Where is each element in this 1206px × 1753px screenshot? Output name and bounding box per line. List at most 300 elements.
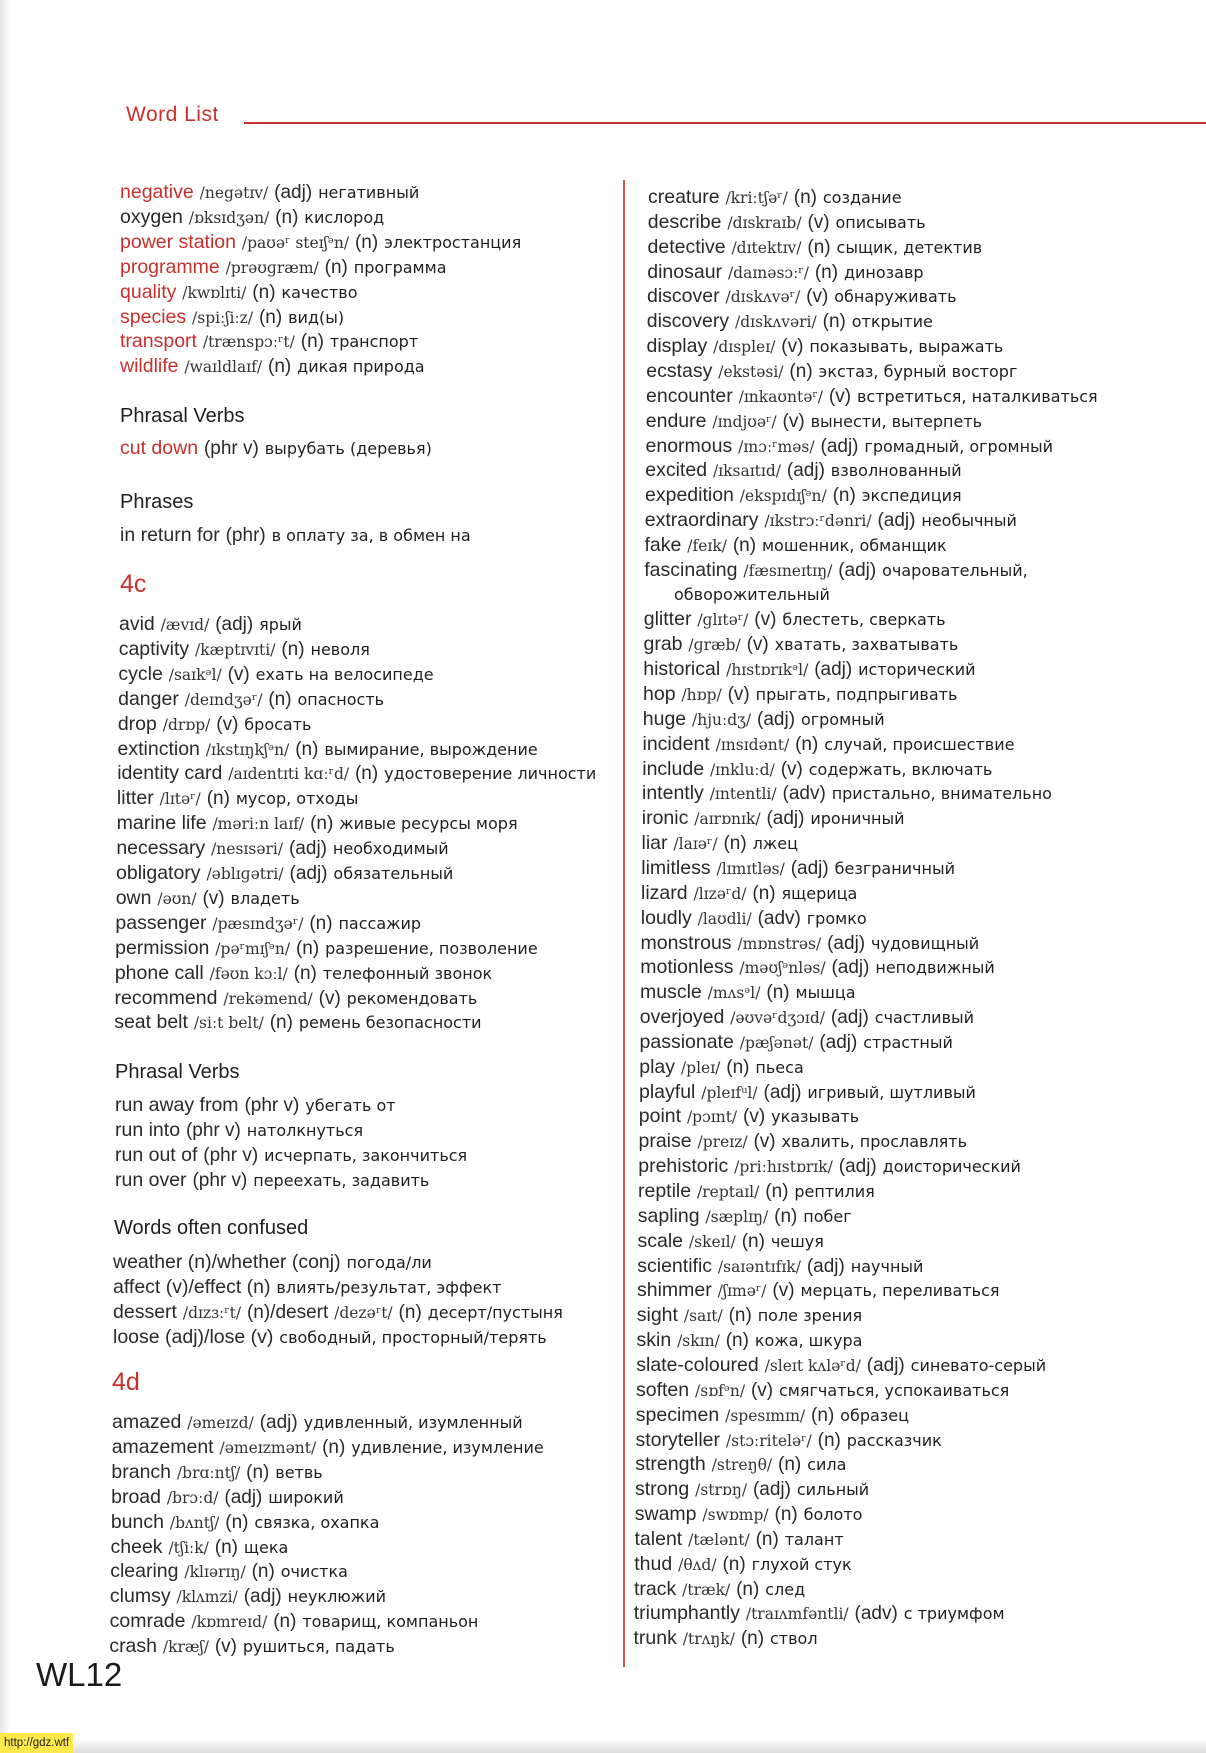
part-of-speech: (n) — [295, 937, 320, 959]
part-of-speech: (adj) — [866, 1354, 905, 1376]
translation: разрешение, позволение — [325, 938, 538, 958]
headword: specimen — [635, 1403, 720, 1426]
headword: soften — [636, 1378, 690, 1401]
part-of-speech: (v) — [781, 336, 804, 358]
part-of-speech: (n) — [752, 882, 776, 904]
translation: научный — [850, 1256, 924, 1276]
transcription: /preɪz/ — [697, 1133, 748, 1152]
translation: свободный, просторный/терять — [279, 1327, 547, 1347]
headword: strong — [635, 1478, 690, 1501]
unit-heading-4d: 4d — [112, 1368, 140, 1396]
headword: playful — [639, 1080, 696, 1103]
headword: branch — [111, 1460, 172, 1483]
translation: ремень безопасности — [298, 1013, 482, 1033]
translation: экспедиция — [861, 486, 962, 506]
headword: historical — [643, 658, 721, 681]
headword: ironic — [641, 807, 689, 830]
headword: triumphantly — [633, 1602, 740, 1625]
translation: ствол — [769, 1629, 818, 1649]
translation: глухой стук — [751, 1554, 852, 1574]
page-title: Word List — [126, 103, 219, 126]
translation: опасность — [297, 689, 385, 709]
headword: fake — [644, 533, 682, 556]
transcription: /kriːtʃəʳ/ — [725, 189, 788, 207]
translation: громко — [806, 908, 867, 928]
part-of-speech: (n) — [214, 1536, 239, 1558]
headword: huge — [642, 707, 687, 730]
word-entry — [640, 980, 856, 1005]
word-entry — [641, 931, 980, 956]
word-entry — [120, 354, 425, 379]
transcription: /fəʊn kɔːl/ — [209, 964, 288, 983]
word-entry — [120, 329, 418, 354]
word-entry — [644, 558, 1028, 583]
word-entry — [640, 955, 994, 980]
word-entry — [642, 781, 1052, 806]
part-of-speech: (n) — [293, 962, 317, 984]
transcription: /lɪtəʳ/ — [159, 790, 201, 809]
part-of-speech: (n) — [725, 1330, 749, 1352]
headword: describe — [647, 210, 722, 233]
part-of-speech: (v) — [754, 609, 777, 631]
word-entry — [634, 1552, 851, 1577]
part-of-speech: (n) — [832, 485, 856, 507]
word-entry — [638, 1204, 852, 1229]
transcription: /brɑːntʃ/ — [176, 1463, 241, 1482]
word-entry — [120, 436, 432, 461]
transcription: /skɪn/ — [677, 1332, 720, 1351]
word-entry — [641, 856, 955, 881]
translation: убегать от — [305, 1096, 396, 1115]
transcription: /aɪrɒnɪk/ — [694, 810, 761, 829]
part-of-speech: (n) — [246, 1461, 270, 1483]
transcription: /dɪtektɪv/ — [731, 238, 802, 257]
transcription: /əmeɪzd/ — [187, 1414, 254, 1432]
part-of-speech: (n) — [789, 360, 813, 382]
translation: бросать — [244, 714, 312, 734]
translation: сила — [807, 1455, 847, 1475]
part-of-speech: (v) — [750, 1379, 774, 1401]
transcription: /ɪksaɪtɪd/ — [712, 462, 781, 481]
transcription: /ɪkstɪŋkʃᵊn/ — [205, 740, 290, 759]
part-of-speech: (n) — [275, 206, 299, 228]
word-entry — [117, 786, 358, 811]
word-entry — [115, 936, 538, 961]
transcription: /prəʊɡræm/ — [225, 258, 319, 277]
headword: glitter — [643, 608, 692, 631]
translation: хватать, захватывать — [774, 635, 959, 655]
part-of-speech: (phr) — [225, 525, 266, 546]
translation: переехать, задавить — [253, 1170, 430, 1190]
headword: quality — [120, 280, 177, 303]
translation: синевато-серый — [910, 1355, 1047, 1375]
transcription: /əblɪɡətri/ — [206, 865, 284, 883]
translation: огромный — [800, 709, 885, 729]
translation: пассажир — [338, 913, 422, 933]
translation: живые ресурсы моря — [339, 814, 518, 834]
headword: praise — [638, 1130, 692, 1153]
transcription: /reptaɪl/ — [697, 1183, 760, 1201]
word-entry — [115, 1118, 363, 1143]
word-entry — [638, 1179, 875, 1204]
word-entry — [643, 657, 975, 682]
headword: storyteller — [635, 1428, 721, 1451]
part-of-speech: (adj) — [243, 1586, 282, 1608]
part-of-speech: (adv) — [757, 907, 801, 929]
transcription: /pleɪ/ — [680, 1058, 721, 1077]
translation: программа — [353, 257, 447, 277]
transcription: /dɪskraɪb/ — [727, 213, 802, 232]
word-entry — [638, 1229, 824, 1254]
headword: seat belt — [114, 1011, 188, 1034]
headword: loudly — [640, 906, 692, 929]
transcription: /ɒksɪdʒən/ — [188, 208, 270, 227]
translation: очаровательный, — [882, 560, 1028, 580]
part-of-speech: (v) — [227, 663, 250, 685]
part-of-speech: (v) — [318, 987, 341, 1009]
part-of-speech: (n) — [795, 733, 819, 755]
transcription: /hjuːdʒ/ — [692, 710, 752, 729]
word-entry — [120, 305, 344, 330]
headword: dessert — [113, 1300, 177, 1323]
headword: cheek — [110, 1535, 163, 1558]
translation: блестеть, сверкать — [782, 610, 946, 630]
translation: безграничный — [834, 858, 955, 878]
word-entry — [639, 1080, 976, 1105]
headword: captivity — [118, 637, 190, 660]
part-of-speech: (n)/desert — [246, 1301, 329, 1323]
translation: исторический — [858, 660, 976, 680]
transcription: /ɪndjʊəʳ/ — [712, 412, 777, 431]
word-entry — [646, 434, 1054, 459]
word-entry — [113, 1325, 547, 1350]
translation: смягчаться, успокаиваться — [779, 1380, 1010, 1400]
translation: образец — [840, 1405, 910, 1425]
headword: cut down — [120, 437, 199, 459]
translation: широкий — [268, 1487, 344, 1507]
part-of-speech: (v) — [727, 684, 750, 705]
part-of-speech: (adj) — [831, 957, 870, 979]
transcription: /ɪkstrɔːʳdənri/ — [764, 512, 872, 531]
translation: обязательный — [333, 864, 454, 883]
part-of-speech: (v) — [743, 1106, 766, 1128]
translation: талант — [784, 1529, 844, 1549]
translation: электростанция — [384, 232, 522, 252]
word-entry — [111, 1510, 380, 1535]
headword: run out of — [115, 1143, 198, 1166]
headword: own — [115, 886, 152, 909]
word-entry — [636, 1378, 1009, 1403]
word-entry — [118, 687, 384, 712]
word-entry — [644, 583, 830, 607]
word-entry — [634, 1601, 1005, 1626]
translation: обнаруживать — [834, 287, 957, 307]
word-entry — [640, 1030, 953, 1055]
part-of-speech: (adv) — [854, 1603, 898, 1625]
translation: очистка — [280, 1562, 348, 1582]
word-entry — [115, 1093, 396, 1118]
transcription: /trænspɔːʳt/ — [202, 333, 295, 352]
word-entry — [647, 260, 923, 285]
transcription: /saɪəntɪfɪk/ — [717, 1257, 801, 1276]
word-entry — [118, 662, 433, 687]
headword: muscle — [640, 981, 702, 1004]
translation: ехать на велосипеде — [255, 664, 434, 684]
headword: oxygen — [120, 205, 183, 228]
transcription: /dezəʳt/ — [334, 1303, 393, 1322]
transcription: /lɪmɪtləs/ — [716, 859, 785, 878]
transcription: /klʌmzi/ — [176, 1588, 238, 1607]
translation: в оплату за, в обмен на — [271, 526, 471, 545]
transcription: /θʌd/ — [678, 1555, 717, 1574]
translation: натолкнуться — [246, 1120, 364, 1140]
headword: creature — [648, 186, 720, 208]
word-entry — [113, 1275, 501, 1300]
headword: marine life — [116, 812, 207, 835]
part-of-speech: (n) — [281, 638, 305, 660]
translation: удостоверение личности — [384, 764, 597, 784]
part-of-speech: (v) — [214, 1636, 237, 1658]
transcription: /hɒp/ — [681, 686, 722, 704]
transcription: /bʌntʃ/ — [169, 1513, 220, 1532]
translation: удивленный, изумленный — [303, 1413, 523, 1432]
word-entry — [120, 280, 358, 305]
word-entry — [645, 483, 962, 508]
headword: sight — [636, 1304, 678, 1327]
word-entry — [116, 861, 453, 886]
word-entry — [642, 806, 905, 831]
part-of-speech: (n) — [398, 1301, 422, 1323]
page-edge-shadow — [0, 0, 10, 1753]
part-of-speech: (n) — [225, 1511, 249, 1533]
translation: вымирание, вырождение — [324, 739, 538, 759]
headword: discovery — [646, 310, 730, 333]
transcription: /træk/ — [682, 1580, 731, 1599]
word-entry — [119, 637, 370, 662]
transcription: /ɡlɪtəʳ/ — [697, 611, 749, 630]
transcription: /kræʃ/ — [162, 1638, 209, 1657]
headword: track — [634, 1577, 677, 1600]
transcription: /rekəmend/ — [223, 989, 313, 1008]
headword: shimmer — [637, 1279, 712, 1302]
word-entry — [118, 737, 538, 762]
word-entry — [637, 1254, 923, 1279]
word-entry — [636, 1428, 942, 1453]
word-entry — [109, 1634, 394, 1659]
section-heading-phrasal-verbs: Phrasal Verbs — [120, 405, 245, 427]
headword: cycle — [118, 662, 163, 685]
headword: trunk — [633, 1627, 677, 1650]
transcription: /hɪstɒrɪkᵊl/ — [726, 661, 809, 680]
translation: открытие — [851, 312, 933, 332]
headword: excited — [645, 459, 708, 482]
part-of-speech: (adj) — [786, 460, 825, 482]
part-of-speech: (n) — [726, 1056, 750, 1078]
word-entry — [113, 1300, 563, 1325]
translation: вырубать (деревья) — [264, 439, 432, 458]
part-of-speech: (n) — [822, 311, 846, 333]
part-of-speech: (adj) — [806, 1255, 845, 1277]
part-of-speech: (n) — [774, 1504, 798, 1526]
part-of-speech: (n) — [774, 1205, 798, 1227]
part-of-speech: (n) — [324, 256, 348, 278]
part-of-speech: (n) — [310, 813, 334, 835]
headword: passenger — [115, 911, 207, 934]
word-entry — [639, 1055, 804, 1080]
part-of-speech: (phr v) — [244, 1095, 300, 1116]
translation: экстаз, бурный восторг — [818, 361, 1018, 381]
headword: amazed — [112, 1411, 182, 1433]
word-entry — [636, 1353, 1046, 1378]
part-of-speech: (adv) — [782, 783, 826, 805]
translation: побег — [803, 1206, 852, 1226]
word-entry — [634, 1626, 818, 1651]
word-entry — [644, 632, 959, 657]
transcription: /əʊvəʳdʒɔɪd/ — [730, 1009, 825, 1028]
translation: рушиться, падать — [242, 1637, 395, 1657]
headword: strength — [635, 1453, 706, 1476]
word-entry — [640, 1005, 974, 1030]
transcription: /əmeɪzmənt/ — [219, 1438, 317, 1457]
translation: громадный, огромный — [864, 436, 1054, 456]
headword: lizard — [641, 881, 688, 904]
page-header — [126, 103, 1206, 133]
part-of-speech: (n) — [300, 331, 324, 353]
part-of-speech: (n) — [269, 1012, 293, 1034]
headword: encounter — [646, 384, 733, 407]
transcription: /tælənt/ — [688, 1530, 750, 1549]
translation: ящерица — [781, 883, 858, 903]
part-of-speech: (n) — [251, 1561, 275, 1583]
word-entry — [112, 1410, 523, 1435]
transcription: /brɔːd/ — [166, 1488, 219, 1507]
page-number: WL12 — [36, 1656, 123, 1693]
part-of-speech: (adj) — [224, 1486, 263, 1508]
headword: discover — [647, 285, 720, 308]
headword: incident — [642, 732, 710, 755]
part-of-speech: (n) — [268, 688, 292, 710]
word-entry — [642, 757, 992, 782]
translation: игривый, шутливый — [807, 1082, 976, 1102]
transcription: /ɪnɔːʳməs/ — [738, 437, 815, 456]
part-of-speech: (n) — [722, 1553, 746, 1575]
headword: bunch — [110, 1510, 164, 1533]
transcription: /ʃɪməʳ/ — [717, 1282, 767, 1301]
word-entry — [110, 1584, 386, 1609]
part-of-speech: (adj) — [289, 863, 328, 884]
part-of-speech: (n) — [252, 281, 276, 303]
translation: ироничный — [810, 809, 905, 829]
part-of-speech: (v) — [782, 410, 805, 432]
word-entry — [120, 523, 471, 548]
headword: ecstasy — [646, 359, 713, 382]
part-of-speech: (n) — [206, 788, 230, 810]
word-entry — [116, 886, 300, 911]
header-rule — [244, 122, 1206, 124]
part-of-speech: (phr v) — [185, 1119, 241, 1141]
word-entry — [648, 235, 983, 260]
headword: intently — [642, 782, 704, 805]
word-entry — [118, 712, 312, 737]
headword: obligatory — [116, 862, 201, 884]
word-entry — [112, 1435, 544, 1460]
headword: detective — [647, 235, 726, 258]
word-entry — [639, 1129, 968, 1154]
page-bottom-edge — [0, 1738, 1206, 1753]
translation: вид(ы) — [288, 307, 345, 327]
headword: hop — [643, 683, 676, 705]
translation: неуклюжий — [287, 1587, 386, 1607]
headword: loose (adj)/lose (v) — [113, 1325, 274, 1348]
part-of-speech: (phr v) — [203, 438, 259, 459]
translation: чешуя — [770, 1231, 824, 1251]
transcription: /ɪnkluːd/ — [709, 760, 775, 779]
headword: display — [646, 335, 708, 358]
part-of-speech: (n) — [322, 1436, 346, 1458]
headword: prehistoric — [638, 1155, 729, 1178]
headword: crash — [109, 1635, 157, 1658]
word-entry — [648, 185, 902, 210]
transcription: /daɪnəsɔːʳ/ — [727, 263, 809, 282]
transcription: /sleɪt kʌləʳd/ — [764, 1356, 861, 1375]
transcription: /deɪndʒəʳ/ — [184, 690, 263, 709]
translation: кислород — [304, 207, 385, 227]
section-heading-phrasal-verbs-2: Phrasal Verbs — [115, 1061, 240, 1083]
headword: affect (v)/effect (n) — [113, 1275, 271, 1298]
part-of-speech: (adj) — [274, 182, 313, 203]
part-of-speech: (n) — [778, 1454, 802, 1476]
headword: endure — [645, 409, 707, 432]
part-of-speech: (n) — [766, 982, 790, 1004]
word-entry — [646, 384, 1098, 409]
transcription: /trʌŋk/ — [682, 1630, 735, 1649]
word-entry — [635, 1502, 863, 1527]
word-entry — [115, 911, 421, 936]
headword: run away from — [115, 1094, 239, 1116]
transcription: /pəʳmɪʃᵊn/ — [215, 939, 291, 958]
transcription: /siːt belt/ — [193, 1014, 264, 1033]
translation: вынести, вытерпеть — [810, 411, 983, 431]
translation: сыщик, детектив — [836, 237, 983, 257]
transcription: /dɪzɜːʳt/ — [182, 1303, 242, 1322]
part-of-speech: (n) — [817, 1429, 841, 1451]
word-entry — [116, 836, 448, 861]
headword: necessary — [116, 837, 206, 860]
translation: транспорт — [329, 332, 419, 352]
transcription: /paʊəʳ steɪʃᵊn/ — [241, 233, 350, 252]
part-of-speech: (v) — [746, 634, 769, 656]
translation: сильный — [796, 1480, 870, 1500]
transcription: /kæptɪvɪti/ — [195, 640, 276, 659]
headword: power station — [120, 230, 236, 253]
word-entry — [641, 906, 867, 931]
translation: поле зрения — [757, 1306, 863, 1326]
headword: passionate — [639, 1030, 734, 1053]
translation: десерт/пустыня — [427, 1302, 563, 1322]
headword: transport — [120, 330, 197, 353]
transcription: /negətɪv/ — [199, 184, 269, 202]
transcription: /əʊn/ — [157, 889, 197, 908]
word-entry — [639, 1104, 859, 1129]
headword: liar — [641, 832, 668, 855]
word-entry — [637, 1278, 1000, 1303]
part-of-speech: (n) — [765, 1181, 789, 1202]
word-entry — [643, 707, 885, 732]
part-of-speech: (adj) — [763, 1081, 802, 1103]
translation: рассказчик — [846, 1430, 942, 1450]
source-link[interactable]: http://gdz.wtf — [0, 1733, 73, 1753]
part-of-speech: (adj) — [830, 1007, 869, 1029]
